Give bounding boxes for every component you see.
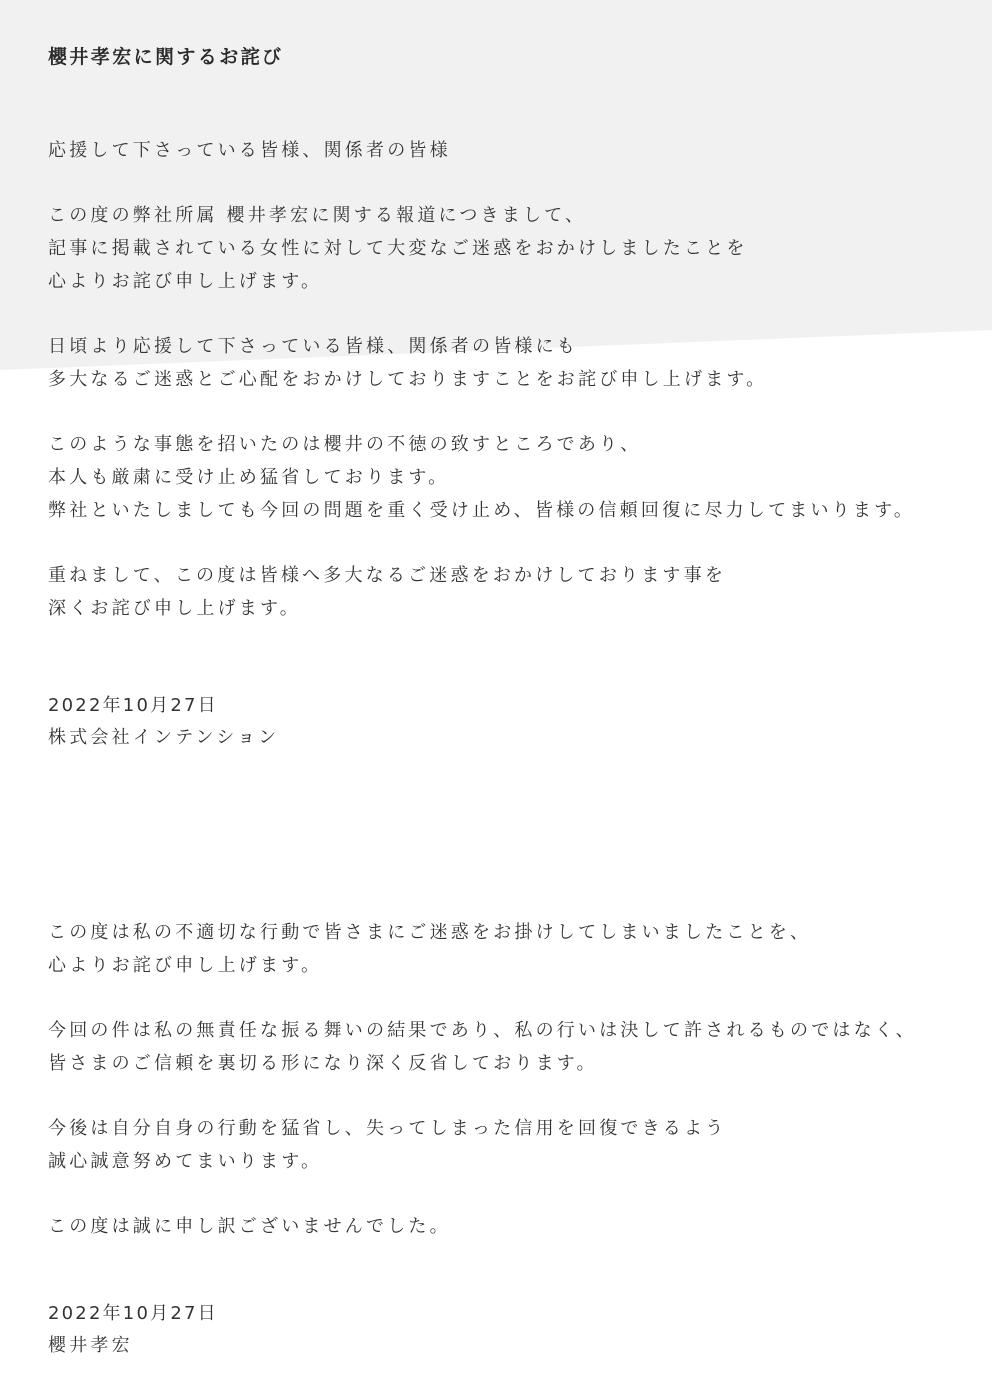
statement-signature — [48, 1298, 978, 1362]
text-line: 重ねまして、この度は皆様へ多大なるご迷惑をおかけしております事を — [48, 565, 727, 586]
statement-date: 2022年10月27日 — [48, 1303, 218, 1324]
text-line: 記事に掲載されている女性に対して大変なご迷惑をおかけしましたことを — [48, 238, 748, 259]
text-line: このような事態を招いたのは櫻井の不徳の致すところであり、 — [48, 434, 642, 455]
notice-signature — [48, 690, 978, 754]
company-notice — [48, 134, 978, 754]
text-line: 多大なるご迷惑とご心配をおかけしておりますことをお詫び申し上げます。 — [48, 369, 768, 390]
personal-statement — [48, 916, 978, 1362]
page-title: 櫻井孝宏に関するお詫び — [48, 46, 284, 68]
text-line: この度は誠に申し訳ございませんでした。 — [48, 1216, 451, 1237]
text-line: 心よりお詫び申し上げます。 — [48, 271, 323, 292]
text-line: 深くお詫び申し上げます。 — [48, 598, 301, 619]
text-line: 心よりお詫び申し上げます。 — [48, 955, 323, 976]
notice-date: 2022年10月27日 — [48, 695, 218, 716]
text-line: この度の弊社所属 櫻井孝宏に関する報道につきまして、 — [48, 205, 587, 226]
text-line: 今後は自分自身の行動を猛省し、失ってしまった信用を回復できるよう — [48, 1118, 727, 1139]
text-line: 皆さまのご信頼を裏切る形になり深く反省しております。 — [48, 1053, 598, 1074]
text-line: 応援して下さっている皆様、関係者の皆様 — [48, 140, 451, 161]
text-line: 日頃より応援して下さっている皆様、関係者の皆様にも — [48, 336, 578, 357]
text-line: 弊社といたしましても今回の問題を重く受け止め、皆様の信頼回復に尽力してまいります。 — [48, 500, 916, 521]
notice-signer: 株式会社インテンション — [48, 727, 280, 748]
text-line: 本人も厳粛に受け止め猛省しております。 — [48, 467, 450, 488]
text-line: 誠心誠意努めてまいります。 — [48, 1151, 323, 1172]
text-line: この度は私の不適切な行動で皆さまにご迷惑をお掛けしてしまいましたことを、 — [48, 922, 812, 943]
statement-signer: 櫻井孝宏 — [48, 1335, 133, 1356]
text-line: 今回の件は私の無責任な振る舞いの結果であり、私の行いは決して許されるものではなく、 — [48, 1020, 917, 1041]
